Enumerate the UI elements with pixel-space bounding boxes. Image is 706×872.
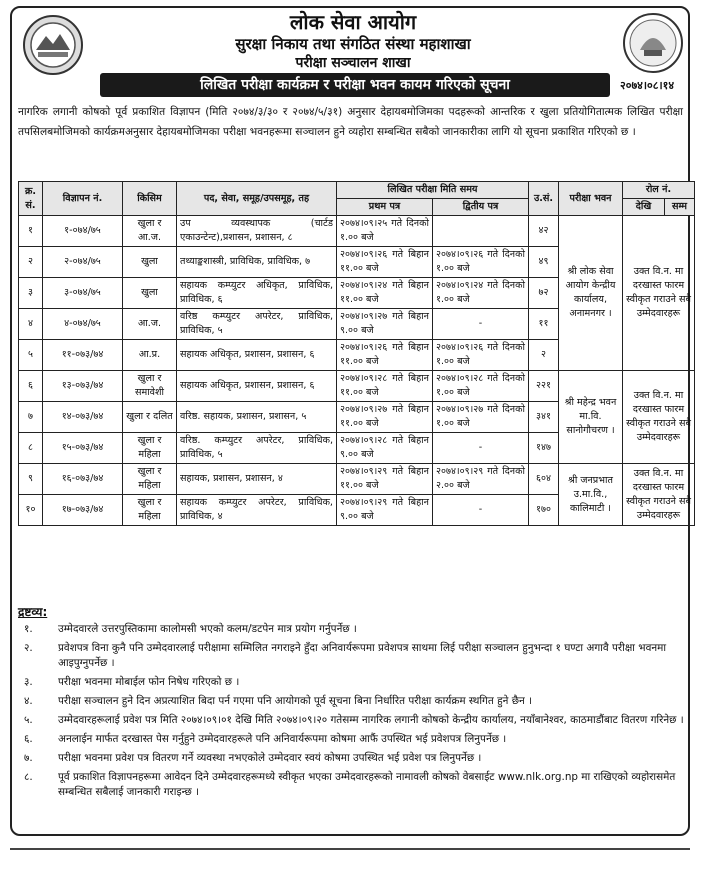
schedule-table: [18, 181, 695, 526]
cell-paper2: २०७४।०९।२४ गते दिनको १.०० बजे: [433, 278, 529, 309]
cell-paper1: २०७४।०९।२४ गते बिहान ११.०० बजे: [337, 278, 433, 309]
cell-venue-2: श्री महेन्द्र भवन मा.वि. सानोगौचरण ।: [559, 371, 623, 464]
cell-paper1: २०७४।०९।२६ गते बिहान ११.०० बजे: [337, 247, 433, 278]
note-number: १.: [24, 623, 33, 635]
cell-adv: ११-०७३/७४: [43, 340, 123, 371]
cell-type: खुला: [123, 278, 177, 309]
cell-paper2: २०७४।०९।२६ गते दिनको १.०० बजे: [433, 340, 529, 371]
bottom-divider: [10, 848, 690, 850]
cell-adv: १५-०७३/७४: [43, 433, 123, 464]
th-roll-to: सम्म: [665, 199, 695, 216]
cell-candidates: २: [529, 340, 559, 371]
cell-post: वरिष्ठ. कम्प्युटर अपरेटर, प्राविधिक, प्राविधिक, ५: [177, 433, 337, 464]
th-candidates: उ.सं.: [529, 182, 559, 216]
cell-paper1: २०७४।०९।२७ गते बिहान ९.०० बजे: [337, 309, 433, 340]
cell-paper1: २०७४।०९।२६ गते बिहान ११.०० बजे: [337, 340, 433, 371]
list-item: [18, 675, 686, 690]
note-text: परीक्षा सञ्चालन हुने दिन अप्रत्याशित बिदा पर्न गएमा पनि आयोगको पूर्व सूचना बिना निर्धारित परीक्षा कार्यक्रम स्थगित हुने छैन ।: [58, 695, 532, 707]
cell-adv: १३-०७३/७४: [43, 371, 123, 402]
cell-candidates: २२१: [529, 371, 559, 402]
cell-paper2: -: [433, 433, 529, 464]
intro-paragraph: नागरिक लगानी कोषको पूर्व प्रकाशित विज्ञापन (मिति २०७४/३/३० र २०७४/५/३१) अनुसार देहायबमोजिमका पदहरूको आन्तरिक र खुला प्रतियोगितात्मक लिखित परीक्षा तपसिलबमोजिमको कार्यक्रमअनुसार देहायबमोजिमका परीक्षा भवनहरूमा सञ्चालन हुने व्यहोरा सम्बन्धित सबैको जानकारीका लागि यो सूचना प्रकाशित गरिएको छ ।: [18, 106, 683, 138]
cell-type: खुला र महिला: [123, 495, 177, 526]
cell-adv: १४-०७३/७४: [43, 402, 123, 433]
note-number: ५.: [24, 714, 33, 726]
cell-paper2: २०७४।०९।२९ गते दिनको २.०० बजे: [433, 464, 529, 495]
cell-sn: ७: [19, 402, 43, 433]
cell-sn: ५: [19, 340, 43, 371]
cell-paper2: २०७४।०९।२६ गते दिनको १.०० बजे: [433, 247, 529, 278]
cell-adv: ३-०७४/७५: [43, 278, 123, 309]
cell-sn: १: [19, 216, 43, 247]
note-number: ३.: [24, 676, 33, 688]
note-text: उम्मेदवारहरूलाई प्रवेश पत्र मिति २०७४।०९।०१ देखि मिति २०७४।०९।२० गतेसम्म नागरिक लगानी कोषको केन्द्रीय कार्यालय, नयाँबानेश्वर, काठमाडौंबाट वितरण गरिनेछ ।: [58, 714, 684, 726]
note-number: ७.: [24, 752, 33, 764]
list-item: [18, 694, 686, 709]
cell-adv: १६-०७३/७४: [43, 464, 123, 495]
reference-number: २०७४।०८।१४: [620, 79, 675, 92]
cell-post: उप व्यवस्थापक (चार्टड एकाउन्टेन्ट),प्रशासन, प्रशासन, ८: [177, 216, 337, 247]
list-item: [18, 732, 686, 747]
org-section: परीक्षा सञ्चालन शाखा: [295, 55, 411, 71]
cell-type: खुला र आ.ज.: [123, 216, 177, 247]
note-number: ८.: [24, 771, 33, 783]
cell-post: वरिष्ठ. सहायक, प्रशासन, प्रशासन, ५: [177, 402, 337, 433]
table-row: [19, 216, 695, 247]
th-paper2: द्वितीय पत्र: [433, 199, 529, 216]
cell-adv: ४-०७४/७५: [43, 309, 123, 340]
table-row: [19, 464, 695, 495]
note-text: उम्मेदवारले उत्तरपुस्तिकामा कालोमसी भएको कलम/डटपेन मात्र प्रयोग गर्नुपर्नेछ ।: [58, 623, 357, 635]
cell-candidates: ११: [529, 309, 559, 340]
cell-roll-1: उक्त वि.न. मा दरखास्त फारम स्वीकृत गराउने सबै उम्मेदवारहरू: [623, 216, 695, 371]
th-sn: क्र. सं.: [19, 182, 43, 216]
cell-sn: ६: [19, 371, 43, 402]
list-item: [18, 622, 686, 637]
cell-post: सहायक अधिकृत, प्रशासन, प्रशासन, ६: [177, 340, 337, 371]
notes-list: [18, 622, 686, 804]
cell-paper2: -: [433, 309, 529, 340]
cell-post: सहायक कम्प्युटर अधिकृत, प्राविधिक, प्राविधिक, ६: [177, 278, 337, 309]
list-item: [18, 751, 686, 766]
cell-candidates: ६०४: [529, 464, 559, 495]
cell-sn: २: [19, 247, 43, 278]
cell-type: आ.ज.: [123, 309, 177, 340]
cell-adv: १-०७४/७५: [43, 216, 123, 247]
note-text: परीक्षा भवनमा प्रवेश पत्र वितरण गर्ने व्यवस्था नभएकोले उम्मेदवार स्वयं कोषमा उपस्थित भई प्रवेश पत्र लिनुपर्नेछ ।: [58, 752, 482, 764]
cell-venue-3: श्री जनप्रभात उ.मा.वि., कालिमाटी ।: [559, 464, 623, 526]
cell-post: सहायक कम्प्युटर अपरेटर, प्राविधिक, प्राविधिक, ४: [177, 495, 337, 526]
cell-paper1: २०७४।०९।२९ गते बिहान ११.०० बजे: [337, 464, 433, 495]
cell-type: आ.प्र.: [123, 340, 177, 371]
org-title: लोक सेवा आयोग: [289, 10, 417, 34]
org-subtitle: सुरक्षा निकाय तथा संगठित संस्था महाशाखा: [235, 35, 471, 53]
th-post: पद, सेवा, समूह/उपसमूह, तह: [177, 182, 337, 216]
cell-paper1: २०७४।०९।२९ गते बिहान ९.०० बजे: [337, 495, 433, 526]
th-adv: विज्ञापन नं.: [43, 182, 123, 216]
cell-type: खुला र महिला: [123, 433, 177, 464]
th-roll-from: देखि: [623, 199, 665, 216]
cell-sn: ८: [19, 433, 43, 464]
cell-paper1: २०७४।०९।२५ गते दिनको १.०० बजे: [337, 216, 433, 247]
th-date-time: लिखित परीक्षा मिति समय: [337, 182, 529, 199]
table-row: [19, 371, 695, 402]
cell-paper2: -: [433, 495, 529, 526]
cell-roll-2: उक्त वि.न. मा दरखास्त फारम स्वीकृत गराउने सबै उम्मेदवारहरू: [623, 371, 695, 464]
cell-type: खुला र समावेशी: [123, 371, 177, 402]
cell-candidates: ७२: [529, 278, 559, 309]
cell-post: सहायक, प्रशासन, प्रशासन, ४: [177, 464, 337, 495]
cell-candidates: १७०: [529, 495, 559, 526]
cell-adv: २-०७४/७५: [43, 247, 123, 278]
cell-sn: ४: [19, 309, 43, 340]
cell-type: खुला: [123, 247, 177, 278]
cell-sn: १०: [19, 495, 43, 526]
cell-candidates: १४७: [529, 433, 559, 464]
cell-roll-3: उक्त वि.न. मा दरखास्त फारम स्वीकृत गराउने सबै उम्मेदवारहरू: [623, 464, 695, 526]
note-number: २.: [24, 642, 33, 654]
notes-title: द्रष्टव्य:: [18, 605, 48, 619]
cell-paper1: २०७४।०९।२८ गते बिहान ११.०० बजे: [337, 371, 433, 402]
note-text: अनलाईन मार्फत दरखास्त पेस गर्नुहुने उम्मेदवारहरूले पनि अनिवार्यरूपमा कोषमा आफैं उपस्थित भई प्रवेशपत्र लिनुपर्नेछ ।: [58, 733, 507, 745]
cell-paper1: २०७४।०९।२८ गते बिहान ९.०० बजे: [337, 433, 433, 464]
note-text: पूर्व प्रकाशित विज्ञापनहरूमा आवेदन दिने उम्मेदवारहरूमध्ये स्वीकृत भएका उम्मेदवारहरूको नामावली कोषको वेबसाईट www.nlk.org.np मा राखिएको व्यहोरासमेत सम्बन्धित सबैलाई जानकारी गराइन्छ ।: [58, 771, 676, 798]
cell-paper2: [433, 216, 529, 247]
cell-venue-1: श्री लोक सेवा आयोग केन्द्रीय कार्यालय, अनामनगर ।: [559, 216, 623, 371]
th-venue: परीक्षा भवन: [559, 182, 623, 216]
cell-paper2: २०७४।०९।२८ गते दिनको १.०० बजे: [433, 371, 529, 402]
cell-sn: ९: [19, 464, 43, 495]
cell-post: तथ्याङ्कशास्त्री, प्राविधिक, प्राविधिक, ७: [177, 247, 337, 278]
th-paper1: प्रथम पत्र: [337, 199, 433, 216]
notice-banner: लिखित परीक्षा कार्यक्रम र परीक्षा भवन कायम गरिएको सूचना: [100, 73, 610, 97]
cell-paper2: २०७४।०९।२७ गते दिनको १.०० बजे: [433, 402, 529, 433]
note-text: परीक्षा भवनमा मोबाईल फोन निषेध गरिएको छ ।: [58, 676, 240, 688]
cell-type: खुला र दलित: [123, 402, 177, 433]
cell-candidates: ४२: [529, 216, 559, 247]
cell-post: सहायक अधिकृत, प्रशासन, प्रशासन, ६: [177, 371, 337, 402]
list-item: [18, 641, 686, 671]
th-type: किसिम: [123, 182, 177, 216]
list-item: [18, 713, 686, 728]
note-number: ४.: [24, 695, 33, 707]
cell-adv: १७-०७३/७४: [43, 495, 123, 526]
cell-post: वरिष्ठ कम्प्युटर अपरेटर, प्राविधिक, प्राविधिक, ५: [177, 309, 337, 340]
th-roll: रोल नं.: [623, 182, 695, 199]
note-text: प्रवेशपत्र विना कुनै पनि उम्मेदवारलाई परीक्षामा सम्मिलित नगराइने हुँदा अनिवार्यरूपमा प्रवेशपत्र साथमा लिई परीक्षा सञ्चालन हुनुभन्दा १ घण्टा अगावै परीक्षा भवनमा आइपुग्नुपर्नेछ ।: [58, 642, 667, 669]
note-number: ६.: [24, 733, 33, 745]
cell-candidates: ४९: [529, 247, 559, 278]
list-item: [18, 770, 686, 800]
cell-candidates: ३४१: [529, 402, 559, 433]
cell-sn: ३: [19, 278, 43, 309]
cell-paper1: २०७४।०९।२७ गते बिहान ११.०० बजे: [337, 402, 433, 433]
cell-type: खुला र महिला: [123, 464, 177, 495]
